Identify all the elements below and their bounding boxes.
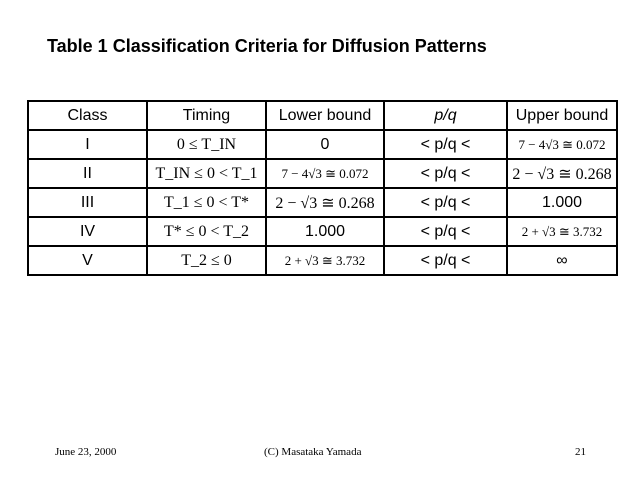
cell-class: IV [28,217,147,246]
header-lower-bound: Lower bound [266,101,384,130]
footer-date: June 23, 2000 [55,446,117,458]
cell-lower-bound: 2 − √3 ≅ 0.268 [266,188,384,217]
cell-pq: < p/q < [384,188,507,217]
cell-timing: 0 ≤ T_IN [147,130,266,159]
cell-class: V [28,246,147,275]
cell-pq: < p/q < [384,159,507,188]
table-row [28,130,617,159]
footer-page-number: 21 [575,446,586,458]
cell-upper-bound: 2 + √3 ≅ 3.732 [507,217,617,246]
table-row [28,217,617,246]
cell-timing: T_IN ≤ 0 < T_1 [147,159,266,188]
cell-lower-bound: 1.000 [266,217,384,246]
cell-class: II [28,159,147,188]
cell-pq: < p/q < [384,130,507,159]
cell-pq: < p/q < [384,246,507,275]
cell-upper-bound: 1.000 [507,188,617,217]
cell-lower-bound: 7 − 4√3 ≅ 0.072 [266,159,384,188]
cell-upper-bound-infinity: ∞ [507,246,617,275]
cell-class: III [28,188,147,217]
header-upper-bound: Upper bound [507,101,617,130]
cell-upper-bound: 2 − √3 ≅ 0.268 [507,159,617,188]
table-header-row [28,101,617,130]
cell-timing: T_2 ≤ 0 [147,246,266,275]
table-row [28,246,617,275]
cell-lower-bound: 2 + √3 ≅ 3.732 [266,246,384,275]
header-timing: Timing [147,101,266,130]
cell-pq: < p/q < [384,217,507,246]
cell-lower-bound: 0 [266,130,384,159]
table-row [28,159,617,188]
footer-author: (C) Masataka Yamada [264,446,362,458]
cell-timing: T* ≤ 0 < T_2 [147,217,266,246]
header-pq: p/q [384,101,507,130]
cell-upper-bound: 7 − 4√3 ≅ 0.072 [507,130,617,159]
cell-timing: T_1 ≤ 0 < T* [147,188,266,217]
header-class: Class [28,101,147,130]
cell-class: I [28,130,147,159]
page-title: Table 1 Classification Criteria for Diffusion Patterns [47,36,487,56]
table-row [28,188,617,217]
classification-table [27,100,618,276]
